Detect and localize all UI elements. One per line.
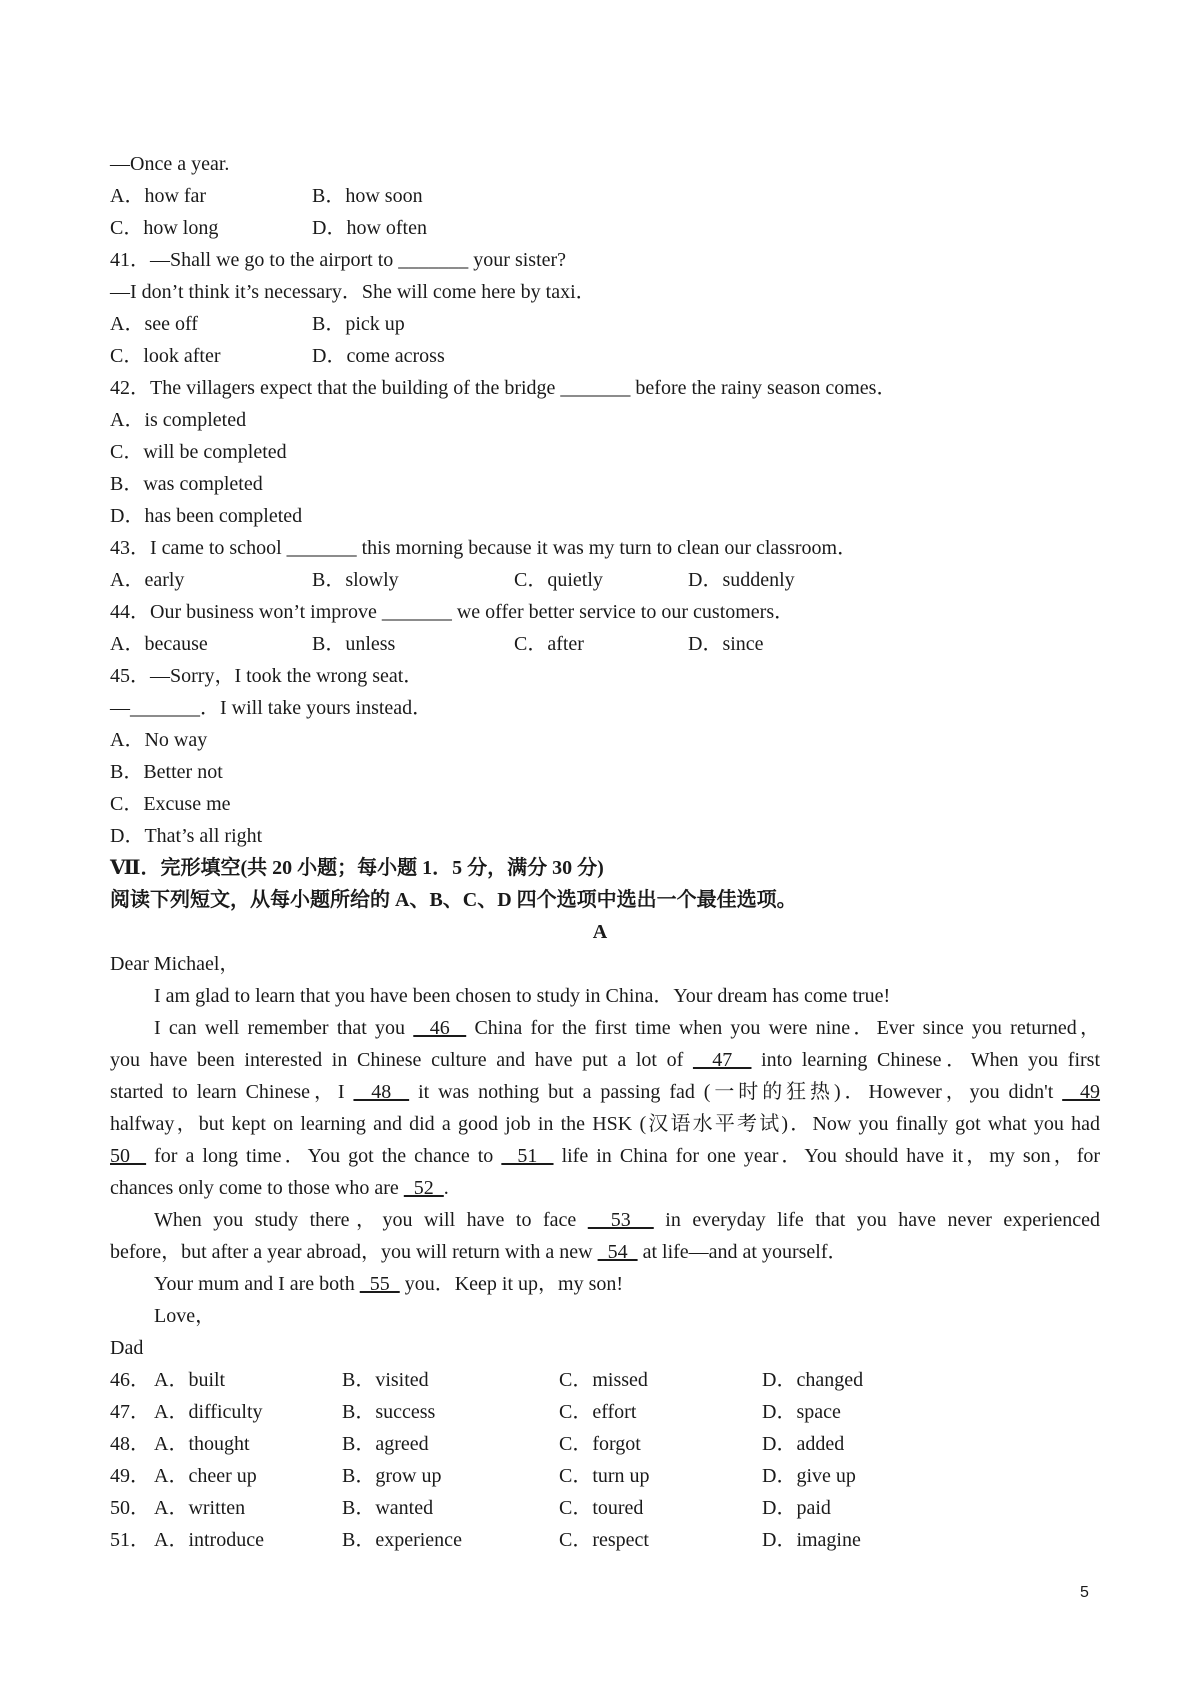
q40-option-a: A．how far [110, 185, 207, 207]
letter-closing: Love， [154, 1305, 216, 1327]
text: When you study there，you will have to face [154, 1209, 577, 1231]
option-d: D．imagine [762, 1529, 861, 1551]
option-b: B．success [342, 1401, 436, 1423]
q41-option-d: D．come across [312, 345, 445, 367]
letter-signature: Dad [110, 1337, 144, 1359]
q42-stem: 42．The villagers expect that the building of the bridge _______ before the rainy season comes． [110, 377, 897, 399]
letter-paragraph-2-line-6 [110, 1172, 1100, 1204]
text: you have been interested in Chinese culture and have put a lot of [110, 1049, 684, 1071]
blank-53: 53 [587, 1209, 654, 1231]
q42-option-b: B．was completed [110, 473, 263, 495]
blank-49: 49 [1062, 1081, 1101, 1103]
q44-option-c: C．after [514, 633, 584, 655]
blank-51: 51 [501, 1145, 554, 1167]
letter-paragraph-4 [154, 1268, 1100, 1300]
option-c: C．forgot [559, 1433, 641, 1455]
blank-48: 48 [353, 1081, 410, 1103]
option-a: A．thought [154, 1433, 250, 1455]
text: China for the first time when you were nine．Ever since you returned， [474, 1017, 1101, 1039]
text: you．Keep it up，my son! [404, 1273, 624, 1295]
q41-option-b: B．pick up [312, 313, 405, 335]
text: I can well remember that you [154, 1017, 406, 1039]
question-number: 51． [110, 1529, 150, 1551]
option-b: B．wanted [342, 1497, 434, 1519]
blank-55: 55 [359, 1273, 400, 1295]
option-c: C．toured [559, 1497, 644, 1519]
option-b: B．visited [342, 1369, 429, 1391]
q41-stem: 41．—Shall we go to the airport to _______ your sister? [110, 249, 567, 271]
option-b: B．experience [342, 1529, 462, 1551]
text: into learning Chinese．When you first [761, 1049, 1101, 1071]
letter-paragraph-2-line-5 [110, 1140, 1100, 1172]
blank-47: 47 [692, 1049, 752, 1071]
option-d: D．added [762, 1433, 845, 1455]
q43-option-d: D．suddenly [688, 569, 795, 591]
q41-option-a: A．see off [110, 313, 198, 335]
q40-option-d: D．how often [312, 217, 427, 239]
q42-option-d: D．has been completed [110, 505, 303, 527]
option-d: D．paid [762, 1497, 831, 1519]
letter-salutation: Dear Michael， [110, 953, 240, 975]
q44-option-a: A．because [110, 633, 208, 655]
q45-option-d: D．That’s all right [110, 825, 263, 847]
q40-option-b: B．how soon [312, 185, 423, 207]
question-number: 48． [110, 1433, 150, 1455]
page-number: 5 [1080, 1584, 1089, 1601]
q43-option-b: B．slowly [312, 569, 399, 591]
question-number: 47． [110, 1401, 150, 1423]
option-a: A．introduce [154, 1529, 264, 1551]
q44-option-d: D．since [688, 633, 764, 655]
passage-label: A [592, 921, 608, 943]
q40-option-c: C．how long [110, 217, 219, 239]
q45-answer-line: —_______．I will take yours instead． [110, 697, 433, 719]
text: . [443, 1177, 449, 1199]
option-a: A．difficulty [154, 1401, 263, 1423]
question-number: 49． [110, 1465, 150, 1487]
letter-paragraph-3-line-1 [154, 1204, 1100, 1236]
option-d: D．space [762, 1401, 841, 1423]
text: started to learn Chinese，I [110, 1081, 345, 1103]
q44-option-b: B．unless [312, 633, 396, 655]
option-d: D．changed [762, 1369, 864, 1391]
question-number: 50． [110, 1497, 150, 1519]
section-instruction: 阅读下列短文，从每小题所给的 A、B、C、D 四个选项中选出一个最佳选项。 [110, 889, 797, 911]
q41-answer-line: —I don’t think it’s necessary．She will come here by taxi． [110, 281, 596, 303]
q42-option-c: C．will be completed [110, 441, 287, 463]
q40-answer-line: —Once a year. [110, 153, 230, 175]
option-b: B．grow up [342, 1465, 442, 1487]
q45-option-a: A．No way [110, 729, 208, 751]
q45-option-c: C．Excuse me [110, 793, 231, 815]
text: at life—and at yourself． [642, 1241, 848, 1263]
q43-stem: 43．I came to school _______ this morning because it was my turn to clean our classroom． [110, 537, 858, 559]
text: life in China for one year．You should have it，my son，for [561, 1145, 1101, 1167]
blank-50: 50 [110, 1145, 147, 1167]
text: in everyday life that you have never experienced [665, 1209, 1101, 1231]
q41-option-c: C．look after [110, 345, 221, 367]
option-a: A．written [154, 1497, 246, 1519]
letter-paragraph-1: I am glad to learn that you have been chosen to study in China．Your dream has come true! [154, 985, 891, 1007]
option-c: C．effort [559, 1401, 637, 1423]
option-d: D．give up [762, 1465, 856, 1487]
q43-option-a: A．early [110, 569, 185, 591]
text: Your mum and I are both [154, 1273, 355, 1295]
section-heading: Ⅶ．完形填空(共 20 小题；每小题 1．5 分，满分 30 分) [110, 857, 604, 879]
q44-stem: 44．Our business won’t improve _______ we offer better service to our customers． [110, 601, 795, 623]
text: before，but after a year abroad，you will return with a new [110, 1241, 593, 1263]
text: chances only come to those who are [110, 1177, 399, 1199]
letter-paragraph-2-line-2 [110, 1044, 1100, 1076]
option-c: C．turn up [559, 1465, 650, 1487]
blank-46: 46 [413, 1017, 467, 1039]
letter-paragraph-2-line-1 [154, 1012, 1100, 1044]
letter-paragraph-3-line-2 [110, 1236, 1100, 1268]
option-c: C．missed [559, 1369, 648, 1391]
q45-stem: 45．—Sorry，I took the wrong seat． [110, 665, 424, 687]
q45-option-b: B．Better not [110, 761, 223, 783]
option-b: B．agreed [342, 1433, 429, 1455]
letter-paragraph-2-line-3 [110, 1076, 1100, 1108]
text: for a long time．You got the chance to [154, 1145, 494, 1167]
blank-54: 54 [597, 1241, 638, 1263]
q42-option-a: A．is completed [110, 409, 247, 431]
question-number: 46． [110, 1369, 150, 1391]
option-a: A．cheer up [154, 1465, 257, 1487]
text: it was nothing but a passing fad (一时的狂热)．However，you didn't [418, 1081, 1054, 1103]
blank-52: 52 [403, 1177, 444, 1199]
option-a: A．built [154, 1369, 226, 1391]
q43-option-c: C．quietly [514, 569, 603, 591]
letter-paragraph-2-line-4: halfway，but kept on learning and did a good job in the HSK (汉语水平考试)．Now you finally got what you had [110, 1113, 1100, 1135]
option-c: C．respect [559, 1529, 649, 1551]
